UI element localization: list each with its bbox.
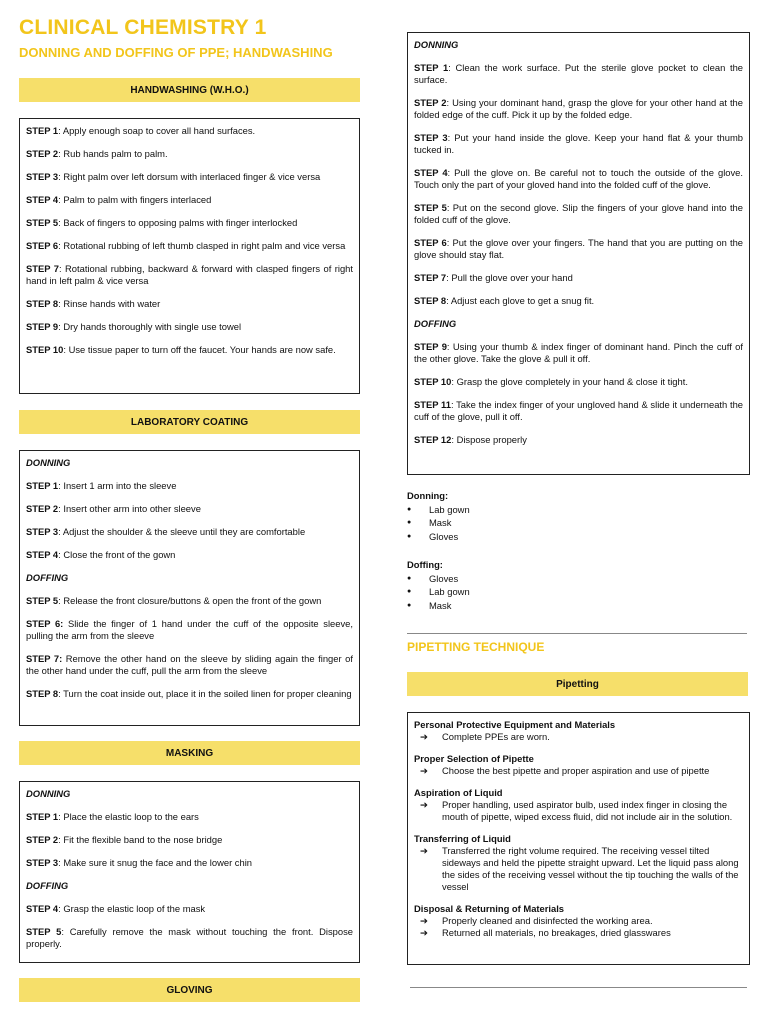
step-item	[414, 62, 743, 86]
phase-label: DOFFING	[26, 880, 69, 891]
handwashing-steps-box	[19, 118, 360, 394]
step-item	[26, 618, 353, 642]
step-text: : Put the glove over your fingers. The hand that you are putting on the glove should stay flat.	[414, 237, 744, 260]
step-label: STEP 11	[414, 399, 451, 410]
step-item	[26, 263, 353, 287]
step-label: STEP 7	[26, 263, 59, 274]
step-label: STEP 9	[26, 321, 59, 332]
criterion-heading: Transferring of Liquid	[414, 833, 511, 844]
step-item	[26, 217, 353, 229]
step-text: : Carefully remove the mask without touching the front. Dispose properly.	[26, 926, 353, 949]
pipetting-criterion	[414, 833, 743, 893]
criterion-text: Proper handling, used aspirator bulb, used index finger in closing the mouth of pipette, wiped excess fluid, did not include air in the solution.	[442, 799, 733, 822]
gloving-steps-box	[407, 32, 750, 475]
step-text: : Put your hand inside the glove. Keep your hand flat & your thumb tucked in.	[414, 132, 743, 155]
pipetting-criterion	[414, 753, 743, 777]
step-item	[414, 376, 743, 388]
donning-order-list	[407, 489, 607, 543]
step-text: : Dispose properly	[451, 434, 527, 445]
step-item	[414, 97, 743, 121]
step-item	[414, 341, 743, 365]
step-item	[414, 295, 743, 307]
criterion-heading: Proper Selection of Pipette	[414, 753, 534, 764]
step-text: : Turn the coat inside out, place it in the soiled linen for proper cleaning	[58, 688, 352, 699]
step-text: : Apply enough soap to cover all hand surfaces.	[58, 125, 256, 136]
step-text: : Adjust the shoulder & the sleeve until they are comfortable	[58, 526, 306, 537]
arrow-icon: ➔	[420, 845, 428, 856]
step-item	[26, 240, 353, 252]
step-item	[26, 926, 353, 950]
phase-label: DONNING	[26, 788, 71, 799]
step-text: : Place the elastic loop to the ears	[58, 811, 199, 822]
step-item	[26, 903, 353, 915]
step-label: STEP 8	[414, 295, 447, 306]
doffing-order-list	[407, 558, 607, 612]
step-label: STEP 2	[26, 834, 59, 845]
step-label: STEP 5	[26, 595, 59, 606]
step-label: STEP 5	[26, 926, 62, 937]
step-label: STEP 5	[414, 202, 447, 213]
step-label: STEP 6:	[26, 618, 64, 629]
list-item: ● Gloves	[407, 572, 607, 586]
list-item: ● Gloves	[407, 530, 607, 544]
masking-steps-box	[19, 781, 360, 963]
criterion-heading: Aspiration of Liquid	[414, 787, 503, 798]
step-text: : Make sure it snug the face and the lower chin	[58, 857, 252, 868]
step-label: STEP 4	[414, 167, 448, 178]
step-label: STEP 10	[26, 344, 64, 355]
list-item	[414, 845, 743, 893]
step-item	[26, 194, 353, 206]
step-item	[26, 503, 353, 515]
step-text: : Grasp the elastic loop of the mask	[58, 903, 206, 914]
step-label: STEP 8	[26, 298, 59, 309]
step-item	[26, 549, 353, 561]
step-item	[26, 344, 353, 356]
step-label: STEP 4	[26, 549, 59, 560]
arrow-icon: ➔	[420, 731, 428, 742]
pipetting-band: Pipetting	[407, 672, 748, 696]
step-text: : Pull the glove over your hand	[446, 272, 573, 283]
phase-label: DOFFING	[26, 572, 69, 583]
arrow-icon: ➔	[420, 915, 428, 926]
step-text: : Using your thumb & index finger of dominant hand. Pinch the cuff of the other glove. Take the glove & pull it off.	[414, 341, 743, 364]
page-subtitle: DONNING AND DOFFING OF PPE; HANDWASHING	[19, 45, 333, 60]
step-label: STEP 12	[414, 434, 452, 445]
criterion-text: Returned all materials, no breakages, dried glasswares	[442, 927, 671, 938]
step-label: STEP 1	[26, 811, 59, 822]
step-label: STEP 9	[414, 341, 447, 352]
step-label: STEP 2	[414, 97, 447, 108]
page-title: CLINICAL CHEMISTRY 1	[19, 16, 267, 39]
step-label: STEP 1	[414, 62, 449, 73]
list-item: ● Mask	[407, 516, 607, 530]
step-item	[26, 857, 353, 869]
step-text: : Release the front closure/buttons & open the front of the gown	[58, 595, 322, 606]
arrow-icon: ➔	[420, 799, 428, 810]
step-item	[26, 811, 353, 823]
step-item	[414, 202, 743, 226]
criterion-text: Complete PPEs are worn.	[442, 731, 550, 742]
step-text: : Take the index finger of your ungloved hand & slide it underneath the cuff of the glove, pull it off.	[414, 399, 743, 422]
lab-coating-band: LABORATORY COATING	[19, 410, 360, 434]
doffing-order-heading: Doffing:	[407, 559, 443, 570]
step-text: : Use tissue paper to turn off the faucet. Your hands are now safe.	[63, 344, 336, 355]
pipetting-criteria-box	[407, 712, 750, 965]
step-text: : Rinse hands with water	[58, 298, 161, 309]
pipetting-criterion	[414, 903, 743, 939]
list-item	[414, 765, 743, 777]
step-item	[414, 132, 743, 156]
masking-band: MASKING	[19, 741, 360, 765]
list-item	[414, 927, 743, 939]
step-label: STEP 3	[26, 526, 59, 537]
step-text: : Rub hands palm to palm.	[58, 148, 168, 159]
step-label: STEP 4	[26, 903, 59, 914]
criterion-text: Properly cleaned and disinfected the working area.	[442, 915, 653, 926]
step-label: STEP 4	[26, 194, 59, 205]
step-label: STEP 8	[26, 688, 59, 699]
step-item	[26, 834, 353, 846]
step-label: STEP 2	[26, 148, 59, 159]
step-text: : Using your dominant hand, grasp the glove for your other hand at the folded edge of the cuff. Pick it up by the folded edge.	[414, 97, 743, 120]
criterion-text: Choose the best pipette and proper aspiration and use of pipette	[442, 765, 710, 776]
step-label: STEP 3	[26, 171, 59, 182]
list-item	[414, 915, 743, 927]
step-text: : Rotational rubbing of left thumb clasped in right palm and vice versa	[58, 240, 346, 251]
section-divider	[410, 987, 747, 988]
section-divider	[407, 633, 747, 634]
step-text: : Back of fingers to opposing palms with finger interlocked	[58, 217, 298, 228]
list-item: ● Lab gown	[407, 503, 607, 517]
arrow-icon: ➔	[420, 927, 428, 938]
step-text: : Insert other arm into other sleeve	[58, 503, 201, 514]
step-text: : Pull the glove on. Be careful not to touch the outside of the glove. Touch only the part of your gloved hand into the folded cuff of the glove.	[414, 167, 743, 190]
criterion-heading: Disposal & Returning of Materials	[414, 903, 565, 914]
step-text: : Adjust each glove to get a snug fit.	[446, 295, 595, 306]
step-item	[26, 125, 353, 137]
step-item	[26, 298, 353, 310]
phase-label: DONNING	[414, 39, 459, 50]
step-item	[414, 399, 743, 423]
pipetting-criterion	[414, 787, 743, 823]
step-text: : Clean the work surface. Put the sterile glove pocket to clean the surface.	[414, 62, 743, 85]
step-item	[26, 480, 353, 492]
criterion-text: Transferred the right volume required. The receiving vessel tilted sideways and held the pipette straight upward. Let the liquid pass along the sides of the receiving vessel without the tip touching the walls of the vessel	[442, 845, 739, 892]
step-item	[26, 148, 353, 160]
phase-label: DONNING	[26, 457, 71, 468]
step-item	[26, 526, 353, 538]
step-label: STEP 6	[26, 240, 59, 251]
gloving-band: GLOVING	[19, 978, 360, 1002]
step-label: STEP 6	[414, 237, 447, 248]
lab-coating-steps-box	[19, 450, 360, 726]
criterion-heading: Personal Protective Equipment and Materials	[414, 719, 616, 730]
step-item	[414, 167, 743, 191]
pipetting-criterion	[414, 719, 743, 743]
step-text: : Insert 1 arm into the sleeve	[58, 480, 177, 491]
phase-label: DOFFING	[414, 318, 457, 329]
step-item	[414, 237, 743, 261]
step-item	[26, 171, 353, 183]
step-label: STEP 7:	[26, 653, 63, 664]
step-item	[414, 434, 743, 446]
step-text: : Fit the flexible band to the nose bridge	[58, 834, 223, 845]
step-label: STEP 7	[414, 272, 447, 283]
step-text: : Dry hands thoroughly with single use towel	[58, 321, 242, 332]
handwashing-band: HANDWASHING (W.H.O.)	[19, 78, 360, 102]
arrow-icon: ➔	[420, 765, 428, 776]
step-text: : Put on the second glove. Slip the fingers of your glove hand into the folded cuff of the glove.	[414, 202, 743, 225]
step-text: Remove the other hand on the sleeve by sliding again the finger of the other hand under the cuff, pull the arm from the sleeve	[26, 653, 353, 676]
list-item: ● Mask	[407, 599, 607, 613]
step-text: : Rotational rubbing, backward & forward with clasped fingers of right hand in left palm & vice versa	[26, 263, 353, 286]
step-item	[414, 272, 743, 284]
step-text: : Palm to palm with fingers interlaced	[58, 194, 212, 205]
list-item: ● Lab gown	[407, 585, 607, 599]
step-item	[26, 595, 353, 607]
pipetting-section-title: PIPETTING TECHNIQUE	[407, 640, 545, 654]
step-label: STEP 1	[26, 480, 59, 491]
step-item	[26, 653, 353, 677]
step-text: : Close the front of the gown	[58, 549, 176, 560]
step-text: Slide the finger of 1 hand under the cuff of the opposite sleeve, pulling the arm from the sleeve	[26, 618, 353, 641]
step-label: STEP 2	[26, 503, 59, 514]
list-item	[414, 799, 743, 823]
step-label: STEP 5	[26, 217, 59, 228]
step-label: STEP 10	[414, 376, 452, 387]
donning-order-heading: Donning:	[407, 490, 449, 501]
step-text: : Grasp the glove completely in your hand & close it tight.	[451, 376, 688, 387]
step-text: : Right palm over left dorsum with interlaced finger & vice versa	[58, 171, 321, 182]
step-label: STEP 3	[414, 132, 448, 143]
step-label: STEP 3	[26, 857, 59, 868]
step-label: STEP 1	[26, 125, 59, 136]
step-item	[26, 321, 353, 333]
list-item	[414, 731, 743, 743]
step-item	[26, 688, 353, 700]
